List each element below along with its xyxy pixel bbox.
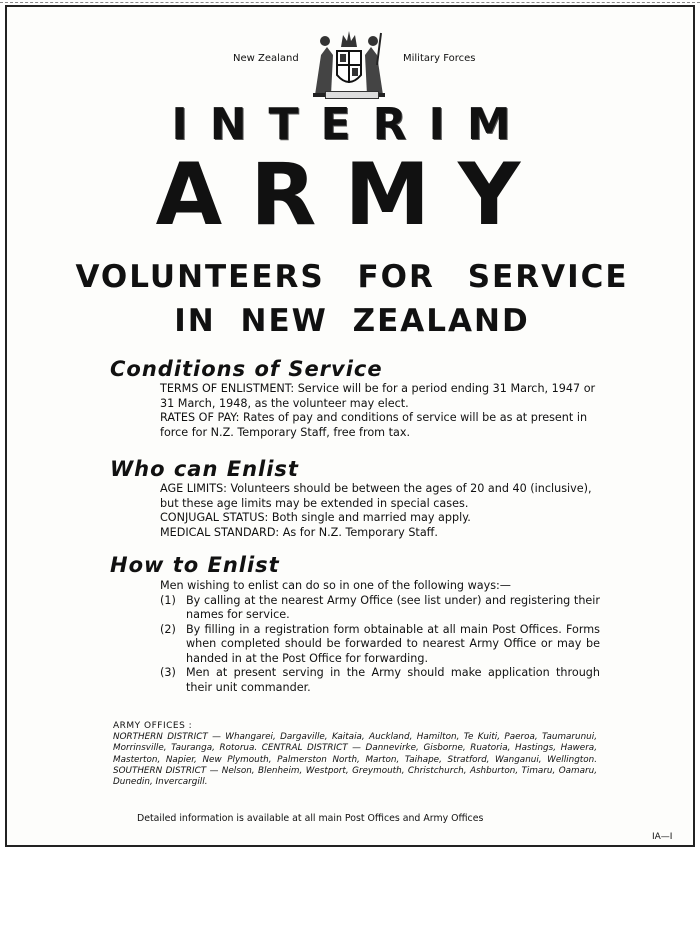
item-text: By calling at the nearest Army Office (see list under) and registering their names for service. — [186, 593, 600, 621]
how-body — [160, 579, 600, 695]
army-offices — [113, 721, 597, 788]
title-volunteers: VOLUNTEERS FOR SERVICE — [75, 259, 629, 295]
list-item — [160, 666, 600, 695]
crest-ribbon — [325, 91, 379, 99]
section-heading-who: Who can Enlist — [110, 457, 299, 481]
conditions-body — [160, 382, 600, 440]
item-text: Men at present serving in the Army should make application through their unit commander. — [186, 666, 600, 694]
item-number: (3) — [160, 666, 176, 679]
recruitment-poster — [5, 5, 695, 847]
footer-note: Detailed information is available at all main Post Offices and Army Offices — [137, 813, 484, 824]
rates-of-pay: RATES OF PAY: Rates of pay and conditions of service will be as at present in force for N.Z. Temporary Staff, free from tax. — [160, 411, 588, 439]
item-number: (1) — [160, 593, 176, 607]
title-new-zealand: IN NEW ZEALAND — [174, 303, 530, 339]
terms-of-enlistment: TERMS OF ENLISTMENT: Service will be for a period ending 31 March, 1947 or 31 March, 1948, as the volunteer may elect. — [160, 382, 596, 410]
age-limits: AGE LIMITS: Volunteers should be between the ages of 20 and 40 (inclusive), but these age limits may be extended in special cases. — [160, 482, 592, 510]
item-text: By filling in a registration form obtainable at all main Post Offices. Forms when completed should be forwarded to nearest Army Office or may be handed in at the Post Office for forwarding. — [186, 622, 600, 665]
coat-of-arms-icon — [307, 25, 391, 101]
poster-code: IA—I — [652, 832, 673, 842]
section-heading-conditions: Conditions of Service — [110, 357, 383, 381]
section-heading-how: How to Enlist — [110, 553, 280, 577]
list-item — [160, 594, 600, 623]
army-offices-list: NORTHERN DISTRICT — Whangarei, Dargaville, Kaitaia, Auckland, Hamilton, Te Kuiti, Paeroa, Taumarunui, Morrinsville, Tauranga, Rotorua. CENTRAL DISTRICT — Dannevirke, Gisborne, Ruatoria, Hastings, Hawera, Masterton, Napier, New Plymouth, Palmerston North, Marton, Taihape, Stratford, Wanganui, Wellington. SOUTHERN DISTRICT — Nelson, Blenheim, Westport, Greymouth, Christchurch, Ashburton, Timaru, Oamaru, Dunedin, Invercargill. — [113, 732, 597, 788]
army-offices-label: ARMY OFFICES : — [113, 721, 193, 731]
who-body — [160, 482, 600, 540]
title-interim: INTERIM — [171, 99, 533, 150]
page-edge-line — [0, 2, 700, 4]
header-right-text: Military Forces — [403, 53, 476, 64]
conjugal-status: CONJUGAL STATUS: Both single and married may apply. — [160, 511, 471, 524]
how-intro: Men wishing to enlist can do so in one of the following ways:— — [160, 579, 511, 592]
item-number: (2) — [160, 622, 176, 636]
title-army: ARMY — [155, 145, 549, 245]
medical-standard: MEDICAL STANDARD: As for N.Z. Temporary Staff. — [160, 525, 438, 539]
list-item — [160, 623, 600, 667]
header-left-text: New Zealand — [233, 53, 299, 64]
